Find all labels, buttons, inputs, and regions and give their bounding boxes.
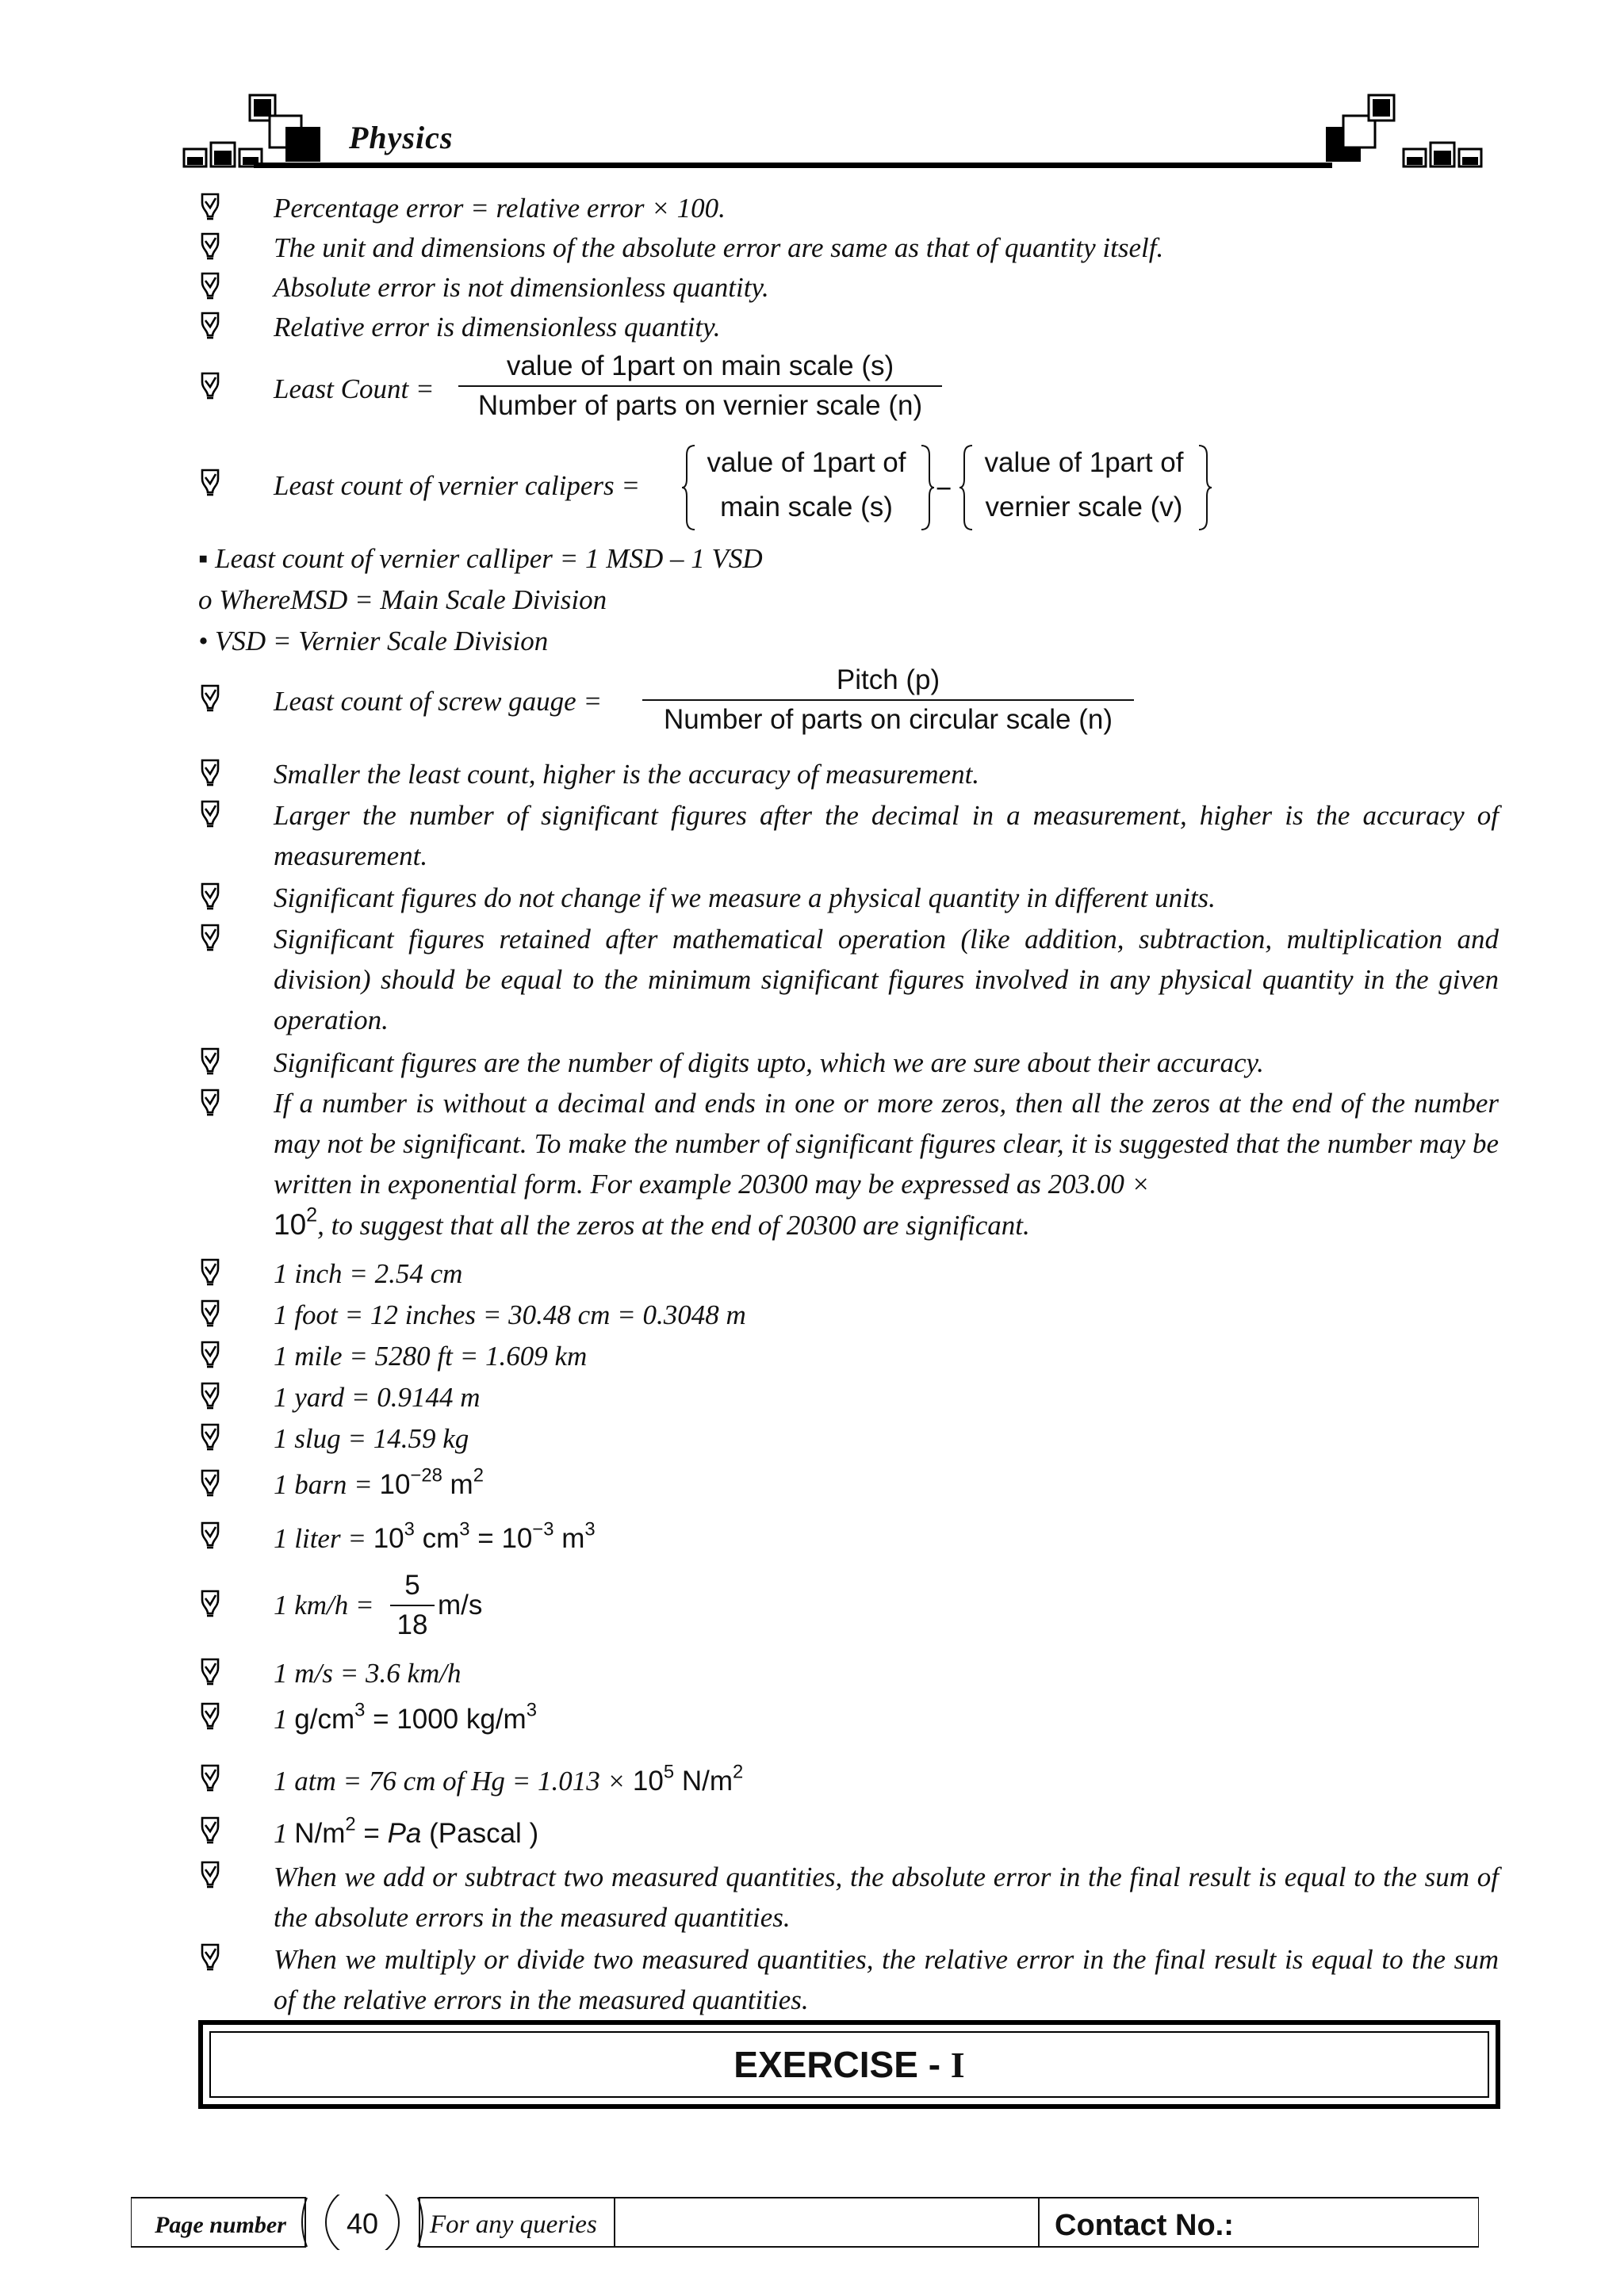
bulb-check-icon	[198, 1340, 222, 1368]
bulb-check-icon	[198, 1381, 222, 1410]
least-count-denominator: Number of parts on vernier scale (n)	[477, 390, 923, 421]
atm-rhs	[632, 1761, 744, 1797]
msd-vsd-formula: ▪ Least count of vernier calliper = 1 MSD – 1 VSD	[198, 543, 763, 574]
bulb-check-icon	[198, 1763, 222, 1792]
vsd-definition: • VSD = Vernier Scale Division	[198, 626, 549, 656]
vernier-main-scale-term	[691, 441, 921, 530]
atm-lhs: 1 atm = 76 cm of Hg = 1.013 ×	[274, 1766, 626, 1797]
bulb-check-icon	[198, 1422, 222, 1451]
bulb-check-icon	[198, 371, 222, 400]
liter-exp-2: −3	[532, 1518, 554, 1540]
page-number-label: Page number	[155, 2212, 286, 2238]
screw-gauge-denominator: Number of parts on circular scale (n)	[663, 704, 1113, 735]
vernier-label: Least count of vernier calipers =	[274, 470, 641, 501]
bulb-check-icon	[198, 1257, 222, 1286]
exercise-numeral: I	[950, 2044, 965, 2085]
vernier-minus: −	[936, 473, 952, 504]
bulb-check-icon	[198, 1299, 222, 1327]
subject-title: Physics	[349, 120, 454, 155]
exercise-title: EXERCISE -	[733, 2044, 941, 2085]
percentage-error-note: Percentage error = relative error × 100.	[274, 193, 726, 224]
least-count-numerator: value of 1part on main scale (s)	[506, 350, 894, 381]
bulb-check-icon	[198, 683, 222, 712]
bulb-check-icon	[198, 758, 222, 786]
least-count-label: Least Count =	[274, 373, 435, 404]
vernier-term1-line2: main scale (s)	[720, 492, 893, 522]
sf-digits-note: Significant figures are the number of digits upto, which we are sure about their accuracy.	[274, 1047, 1264, 1078]
atm-unit-exp: 2	[733, 1761, 744, 1783]
liter-conversion	[274, 1519, 596, 1559]
atm-base: 10	[632, 1766, 664, 1797]
pa-lhs: 1	[274, 1818, 288, 1849]
pa-exp: 2	[345, 1813, 356, 1835]
bulb-check-icon	[198, 468, 222, 496]
pa-equals: =	[363, 1818, 380, 1849]
kmh-fraction	[390, 1567, 435, 1644]
sf-operation-note: Significant figures retained after mathematical operation (like addition, subtraction, multiplication and division) should be equal to the minimum significant figures involved in any physical quantity in the given operation.	[274, 924, 1499, 1035]
bulb-check-icon	[198, 1521, 222, 1549]
barn-unit: m	[450, 1469, 473, 1500]
kmh-numerator: 5	[404, 1570, 420, 1601]
bulb-check-icon	[198, 799, 222, 828]
slug-conversion: 1 slug = 14.59 kg	[274, 1423, 469, 1454]
gcm-value-exp: 3	[526, 1699, 537, 1721]
foot-conversion: 1 foot = 12 inches = 30.48 cm = 0.3048 m	[274, 1299, 746, 1330]
barn-unit-exp: 2	[473, 1464, 484, 1487]
kmh-lhs: 1 km/h =	[274, 1590, 374, 1621]
gcm-rhs	[294, 1699, 537, 1735]
liter-base-2: 10	[501, 1523, 533, 1554]
larger-significant-figures-note: Larger the number of significant figures after the decimal in a measurement, higher is the accuracy of measurement.	[274, 800, 1499, 871]
gcm-lhs: 1	[274, 1704, 288, 1735]
bulb-check-icon	[198, 1860, 222, 1888]
left-header-decoration	[182, 94, 341, 173]
bulb-check-icon	[198, 1816, 222, 1844]
vernier-term2-line1: value of 1part of	[984, 447, 1184, 478]
bulb-check-icon	[198, 1589, 222, 1617]
density-conversion	[274, 1700, 537, 1739]
pa-unit: N/m	[294, 1818, 346, 1849]
kmh-denominator: 18	[396, 1609, 428, 1640]
pascal-conversion	[274, 1814, 538, 1854]
gcm-equals: =	[373, 1704, 389, 1735]
liter-lhs: 1 liter =	[274, 1523, 366, 1554]
bulb-check-icon	[198, 192, 222, 220]
least-count-fraction	[458, 347, 942, 425]
mile-conversion: 1 mile = 5280 ft = 1.609 km	[274, 1341, 588, 1372]
sf-units-note: Significant figures do not change if we measure a physical quantity in different units.	[274, 882, 1216, 913]
page-header	[0, 0, 1624, 182]
vernier-term2-line2: vernier scale (v)	[985, 492, 1183, 522]
multiply-divide-error-note: When we multiply or divide two measured quantities, the relative error in the final result is equal to the sum of the relative errors in the measured quantities.	[274, 1944, 1499, 2015]
page-number: 40	[346, 2207, 379, 2240]
gcm-value: 1000 kg/m	[396, 1704, 527, 1735]
barn-lhs: 1 barn =	[274, 1469, 373, 1500]
bulb-check-icon	[198, 923, 222, 951]
bulb-check-icon	[198, 1088, 222, 1116]
right-header-decoration	[1324, 94, 1483, 173]
atm-unit: N/m	[681, 1766, 733, 1797]
liter-base-1: 10	[373, 1523, 404, 1554]
screw-gauge-numerator: Pitch (p)	[836, 664, 940, 695]
contact-label: Contact No.:	[1055, 2209, 1234, 2242]
atm-exp: 5	[663, 1761, 675, 1783]
liter-rhs	[373, 1518, 596, 1554]
sf-zeros-exp: 2	[306, 1203, 318, 1226]
liter-unit-2: m	[561, 1523, 585, 1554]
gcm-exp: 3	[354, 1699, 366, 1721]
sf-zeros-text: If a number is without a decimal and ends in one or more zeros, then all the zeros at the end of the number may not be significant. To make the number of significant figures clear, it is suggested that the number may be written in exponential form. For example 20300 may be expressed as 203.00 ×	[274, 1088, 1499, 1200]
barn-base: 10	[379, 1469, 411, 1500]
vernier-term1-line1: value of 1part of	[707, 447, 906, 478]
vernier-vernier-scale-term	[969, 441, 1199, 530]
smaller-least-count-note: Smaller the least count, higher is the accuracy of measurement.	[274, 759, 980, 790]
atm-conversion	[274, 1762, 743, 1801]
pa-rhs	[294, 1813, 539, 1849]
barn-exp: −28	[410, 1464, 442, 1487]
sf-zeros-tail: , to suggest that all the zeros at the end of 20300 are significant.	[317, 1210, 1030, 1241]
unit-dimensions-note: The unit and dimensions of the absolute error are same as that of quantity itself.	[274, 232, 1164, 263]
pa-name: (Pascal )	[429, 1818, 539, 1849]
sf-zeros-note	[274, 1083, 1499, 1246]
liter-exp-1: 3	[404, 1518, 415, 1540]
right-brace-2	[1197, 444, 1213, 531]
bulb-check-icon	[198, 882, 222, 910]
exercise-banner	[198, 2020, 1500, 2109]
liter-unit-exp-1: 3	[459, 1518, 470, 1540]
barn-rhs	[379, 1464, 484, 1500]
sf-zeros-base: 10	[274, 1208, 307, 1241]
barn-conversion	[274, 1465, 484, 1505]
bulb-check-icon	[198, 1657, 222, 1686]
queries-label: For any queries	[430, 2210, 597, 2239]
bulb-check-icon	[198, 271, 222, 300]
absolute-error-note: Absolute error is not dimensionless quantity.	[274, 272, 769, 303]
kmh-unit: m/s	[438, 1590, 483, 1621]
bulb-check-icon	[198, 1047, 222, 1075]
header-rule	[254, 163, 1332, 168]
ms-conversion: 1 m/s = 3.6 km/h	[274, 1658, 462, 1689]
bulb-check-icon	[198, 1942, 222, 1971]
bulb-check-icon	[198, 1468, 222, 1497]
sf-zeros-power	[274, 1203, 318, 1241]
relative-error-note: Relative error is dimensionless quantity.	[274, 312, 721, 342]
add-subtract-error-note: When we add or subtract two measured quantities, the absolute error in the final result is equal to the sum of the absolute errors in the measured quantities.	[274, 1862, 1499, 1933]
pa-symbol: Pa	[387, 1818, 422, 1849]
yard-conversion: 1 yard = 0.9144 m	[274, 1382, 481, 1413]
msd-definition: o WhereMSD = Main Scale Division	[198, 584, 607, 615]
bulb-check-icon	[198, 1701, 222, 1730]
bulb-check-icon	[198, 311, 222, 339]
liter-unit-1: cm	[422, 1523, 460, 1554]
exercise-banner-inner	[209, 2031, 1489, 2098]
screw-gauge-label: Least count of screw gauge =	[274, 686, 603, 717]
right-brace-1	[920, 444, 936, 531]
bulb-check-icon	[198, 232, 222, 260]
gcm-unit: g/cm	[294, 1704, 355, 1735]
liter-equals: =	[477, 1523, 494, 1554]
screw-gauge-fraction	[642, 661, 1134, 739]
inch-conversion: 1 inch = 2.54 cm	[274, 1258, 463, 1289]
liter-unit-exp-2: 3	[584, 1518, 596, 1540]
